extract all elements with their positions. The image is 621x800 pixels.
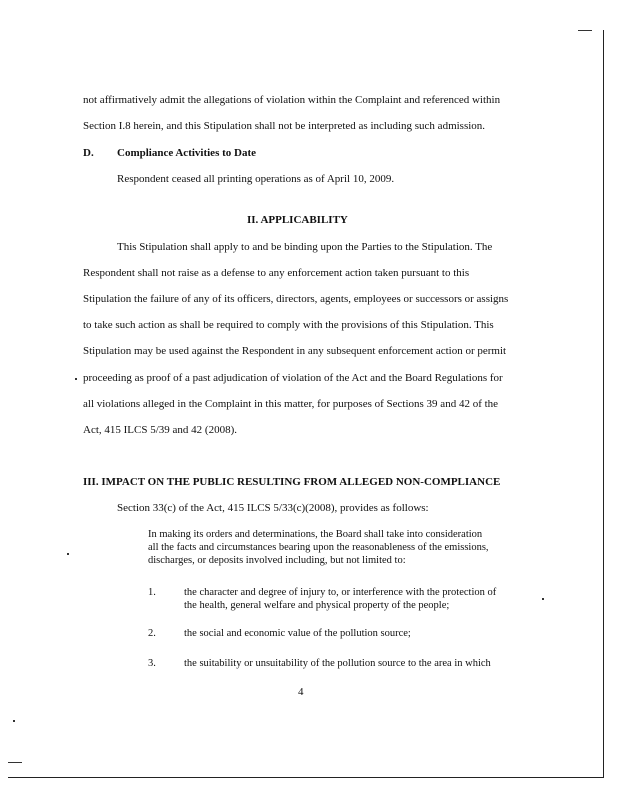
applicability-line: Act, 415 ILCS 5/39 and 42 (2008). [83,424,237,436]
item-number: 2. [148,628,156,639]
scan-mark [578,30,592,31]
section-d-title: Compliance Activities to Date [117,147,256,159]
applicability-line: Respondent shall not raise as a defense to any enforcement action taken pursuant to this [83,267,470,279]
continuation-line-1: not affirmatively admit the allegations of violation within the Complaint and referenced within [83,94,501,106]
item-number: 1. [148,587,156,598]
item-text: the health, general welfare and physical property of the people; [184,600,450,611]
item-number: 3. [148,658,156,669]
scan-mark [13,720,15,722]
scan-mark [8,762,22,763]
item-text: the social and economic value of the pollution source; [184,628,411,639]
scan-mark [67,553,69,555]
quote-line: In making its orders and determinations, the Board shall take into consideration [148,529,483,540]
section-d-label: D. [83,147,94,159]
item-text: the suitability or unsuitability of the pollution source to the area in which [184,658,491,669]
section-d-text: Respondent ceased all printing operations as of April 10, 2009. [117,173,395,185]
scan-edge-right [603,30,604,778]
impact-intro: Section 33(c) of the Act, 415 ILCS 5/33(c)(2008), provides as follows: [117,502,429,514]
scan-edge-bottom [8,777,604,778]
applicability-line: Stipulation the failure of any of its officers, directors, agents, employees or successors or assigns [83,293,509,305]
applicability-line: This Stipulation shall apply to and be binding upon the Parties to the Stipulation. The [117,241,493,253]
applicability-line: proceeding as proof of a past adjudication of violation of the Act and the Board Regulations for [83,372,503,384]
applicability-line: Stipulation may be used against the Respondent in any subsequent enforcement action or permit [83,345,507,357]
scan-mark [542,598,544,600]
applicability-line: all violations alleged in the Complaint in this matter, for purposes of Sections 39 and 42 of the [83,398,499,410]
page-number: 4 [298,686,304,698]
item-text: the character and degree of injury to, or interference with the protection of [184,587,497,598]
applicability-heading: II. APPLICABILITY [247,214,348,226]
impact-heading: III. IMPACT ON THE PUBLIC RESULTING FROM ALLEGED NON-COMPLIANCE [83,476,501,488]
quote-line: discharges, or deposits involved including, but not limited to: [148,555,406,566]
quote-line: all the facts and circumstances bearing upon the reasonableness of the emissions, [148,542,489,553]
scan-mark [75,378,77,380]
applicability-line: to take such action as shall be required to comply with the provisions of this Stipulation. This [83,319,494,331]
continuation-line-2: Section I.8 herein, and this Stipulation shall not be interpreted as including such admission. [83,120,486,132]
